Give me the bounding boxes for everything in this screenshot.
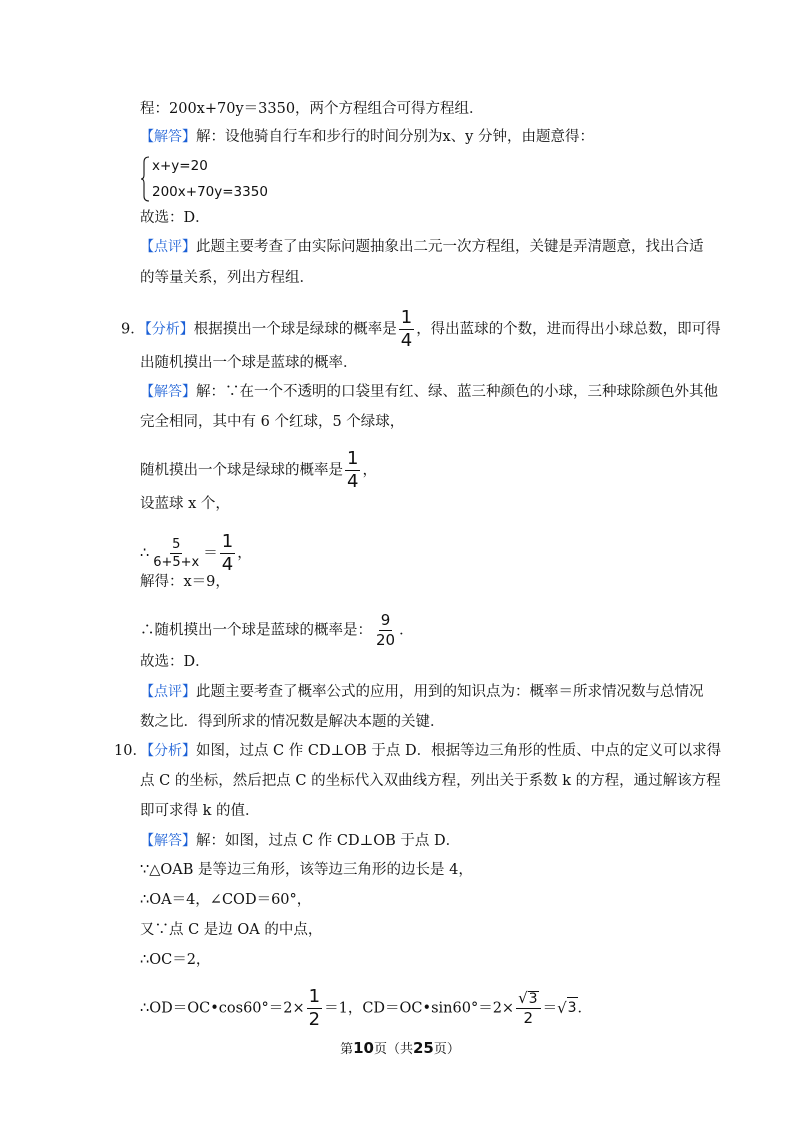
- comment-tag: 【点评】: [140, 684, 196, 700]
- text-line: 数之比．得到所求的情况数是解决本题的关键．: [140, 714, 445, 730]
- text-line: 即可求得 k 的值．: [140, 803, 260, 819]
- solution-line: [140, 127, 594, 147]
- fraction: $\frac{5}{6+5+x}$: [153, 537, 200, 570]
- question-number: 9．: [121, 321, 145, 338]
- answer-tag: 【解答】: [140, 384, 196, 400]
- answer-tag: 【解答】: [140, 833, 196, 849]
- question-10-analysis: [114, 741, 721, 761]
- answer-tag: 【解答】: [140, 129, 196, 145]
- text-line: 程：200x+70y＝3350，两个方程组合可得方程组．: [140, 101, 484, 117]
- comment-tag: 【点评】: [140, 239, 196, 255]
- text: 根据摸出一个球是绿球的概率是: [193, 321, 397, 338]
- text-line: 随机摸出一个球是绿球的概率是 $\frac{1}{4}$ ，: [140, 448, 377, 492]
- fraction: $\frac{9}{20}$: [376, 611, 396, 649]
- text-line: ∴OA＝4，∠COD＝60°，: [140, 892, 312, 908]
- text-line: ∴随机摸出一个球是蓝球的概率是： $\frac{9}{20}$ ．: [140, 611, 414, 649]
- text-line: 故选：D．: [140, 654, 210, 670]
- text: 解：∵在一个不透明的口袋里有红、绿、蓝三种颜色的小球，三种球除颜色外其他: [196, 384, 718, 400]
- text-line: 设蓝球 x 个，: [140, 496, 230, 512]
- solution-line: [140, 831, 460, 851]
- fraction: $\frac{1}{2}$: [308, 986, 321, 1030]
- text: 此题主要考查了由实际问题抽象出二元一次方程组，关键是弄清题意，找出合适: [196, 239, 704, 255]
- page-total: 25: [413, 1039, 434, 1057]
- question-9-analysis: [121, 309, 721, 350]
- text: 此题主要考查了概率公式的应用，用到的知识点为：概率＝所求情况数与总情况: [196, 684, 704, 700]
- fraction: √ 3 2: [516, 991, 540, 1026]
- fraction: $\frac{1}{4}$: [347, 448, 359, 492]
- sqrt-symbol: √ 3: [518, 989, 538, 1007]
- equation-2: 200x+70y=3350: [152, 184, 268, 200]
- question-number: 10．: [114, 743, 147, 759]
- text-line: 又∵点 C 是边 OA 的中点，: [140, 922, 323, 938]
- text-line: 解得：x＝9，: [140, 574, 230, 590]
- equation-1: x+y=20: [152, 158, 208, 174]
- brace-icon: [140, 156, 150, 202]
- text: 解：设他骑自行车和步行的时间分别为x、y 分钟，由题意得：: [196, 129, 594, 145]
- solution-line: [140, 382, 718, 402]
- analysis-tag: 【分析】: [144, 321, 194, 338]
- text-line: ∵△OAB 是等边三角形，该等边三角形的边长是 4，: [140, 862, 473, 878]
- comment-line: [140, 682, 704, 702]
- text: 解：如图，过点 C 作 CD⊥OB 于点 D．: [196, 833, 461, 849]
- text-line: 的等量关系，列出方程组．: [140, 270, 314, 286]
- text-line: ∴OC＝2，: [140, 952, 211, 968]
- equation-system: [140, 156, 268, 202]
- text-line: 故选：D．: [140, 210, 210, 226]
- fraction: $\frac{1}{4}$: [400, 307, 413, 351]
- fraction: $\frac{1}{4}$: [221, 531, 234, 575]
- text-line: 点 C 的坐标，然后把点 C 的坐标代入双曲线方程，列出关于系数 k 的方程，通过解该方程: [140, 773, 721, 789]
- comment-line: [140, 237, 704, 257]
- page-footer: 第10页（共25页）: [340, 1039, 460, 1057]
- analysis-tag: 【分析】: [146, 743, 196, 759]
- text-line: 出随机摸出一个球是蓝球的概率．: [140, 355, 358, 371]
- text: ，得出蓝球的个数，进而得出小球总数，即可得: [416, 321, 721, 338]
- text: 如图，过点 C 作 CD⊥OB 于点 D．根据等边三角形的性质、中点的定义可以求得: [195, 743, 722, 759]
- page-number: 10: [353, 1039, 374, 1057]
- equation-line: ∴ $\frac{5}{6+5+x}$ ＝ $\frac{1}{4}$ ，: [140, 531, 252, 575]
- equation-line: ∴OD＝OC•cos60°＝2× $\frac{1}{2}$ ＝1，CD＝OC•sin60°＝2× √ 3 2 ＝ √ 3 ．: [140, 986, 593, 1030]
- text-line: 完全相同，其中有 6 个红球，5 个绿球，: [140, 414, 405, 430]
- sqrt-symbol: √ 3: [557, 998, 577, 1017]
